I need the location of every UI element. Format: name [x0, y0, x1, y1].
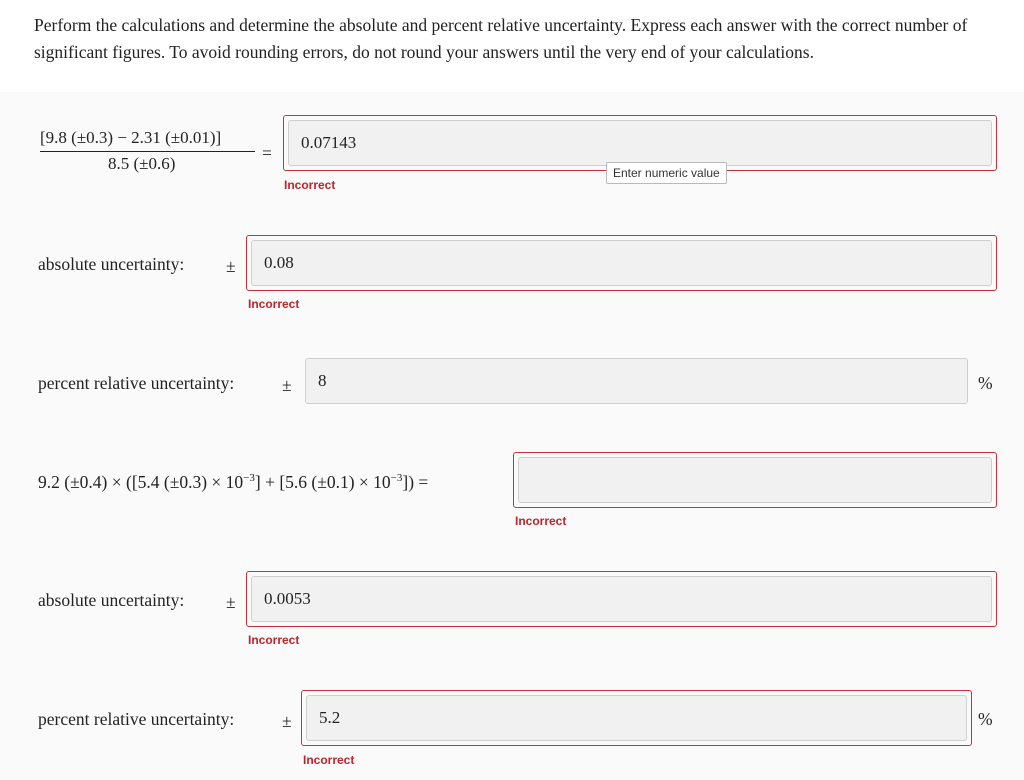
abs-uncertainty-label-1: absolute uncertainty:: [38, 254, 185, 274]
percent-unit: %: [978, 709, 993, 729]
plus-minus-sign: ±: [226, 592, 236, 612]
plus-minus-sign: ±: [226, 256, 236, 276]
pct-uncertainty-input-2[interactable]: 5.2: [306, 695, 967, 741]
answer2-field-wrapper: [513, 452, 997, 508]
instructions-text: Perform the calculations and determine the absolute and percent relative uncertainty. Express each answer with the correct number of significant figures. To avoid rounding errors, do not round your answers until the very end of your calculations.: [34, 15, 968, 62]
abs-uncertainty-input-1[interactable]: 0.08: [251, 240, 992, 286]
answer1-input[interactable]: 0.07143: [288, 120, 992, 166]
pct-uncertainty-input-1[interactable]: 8: [305, 358, 968, 404]
fraction-denominator: 8.5 (±0.6): [108, 154, 176, 173]
abs2-feedback: Incorrect: [248, 633, 300, 647]
numeric-value-tooltip: Enter numeric value: [606, 162, 727, 184]
fraction-bar: [40, 151, 255, 152]
instructions-panel: [0, 0, 1024, 92]
answer2-feedback: Incorrect: [515, 514, 567, 528]
abs1-field-wrapper: [246, 235, 997, 291]
abs-uncertainty-label-2: absolute uncertainty:: [38, 590, 185, 610]
abs2-field-wrapper: [246, 571, 997, 627]
answer2-input[interactable]: [518, 457, 992, 503]
pct-uncertainty-label-1: percent relative uncertainty:: [38, 373, 235, 393]
pct-uncertainty-label-2: percent relative uncertainty:: [38, 709, 235, 729]
abs-uncertainty-input-2[interactable]: 0.0053: [251, 576, 992, 622]
pct2-field-wrapper: [301, 690, 972, 746]
plus-minus-sign: ±: [282, 711, 292, 731]
fraction-numerator: [9.8 (±0.3) − 2.31 (±0.01)]: [40, 128, 222, 147]
pct2-feedback: Incorrect: [303, 753, 355, 767]
abs1-feedback: Incorrect: [248, 297, 300, 311]
equals-sign: =: [262, 143, 272, 163]
plus-minus-sign: ±: [282, 375, 292, 395]
percent-unit: %: [978, 373, 993, 393]
answer1-feedback: Incorrect: [284, 178, 336, 192]
expression-2: 9.2 (±0.4) × ([5.4 $(\pm 0.3) \times 10^{-3}] + [5.6$ $(\pm 0.1) \times 10^{-3}$]) =: [38, 472, 429, 492]
